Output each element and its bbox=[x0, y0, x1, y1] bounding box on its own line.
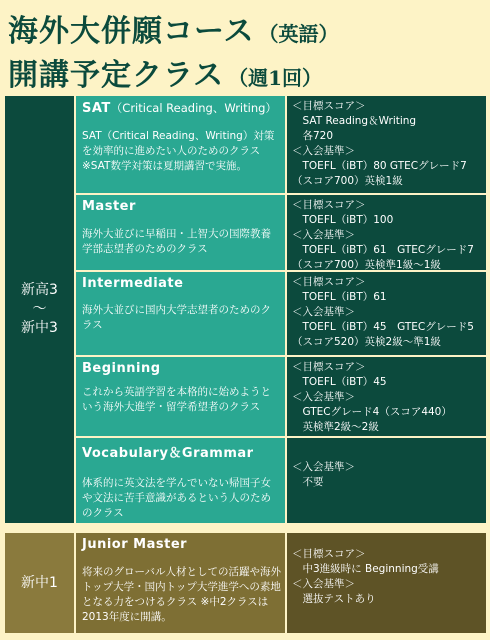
class-cell-master bbox=[76, 195, 285, 270]
grade-label-line: 〜 bbox=[32, 301, 47, 317]
page-subtitle bbox=[8, 50, 322, 94]
page-title-main: 海外大併願コース bbox=[8, 14, 255, 49]
class-description: SAT（Critical Reading、Writing）対策を効率的に進めたい人のためのクラス ※SAT数学対策は夏期講習で実施。 bbox=[82, 130, 275, 172]
class-cell-junior-master bbox=[76, 533, 285, 633]
class-table-upper bbox=[5, 96, 486, 523]
class-name: SAT（Critical Reading、Writing） bbox=[82, 101, 277, 116]
grade-label-line: 新中3 bbox=[21, 320, 58, 336]
grade-label-upper bbox=[5, 96, 74, 523]
class-cell-vocabulary-grammar bbox=[76, 438, 285, 523]
class-description: これから英語学習を本格的に始めようという海外大進学・留学希望者のクラス bbox=[82, 386, 271, 413]
page-subtitle-sub: （週1回） bbox=[228, 66, 323, 90]
class-info-intermediate: ＜目標スコア＞ TOEFL（iBT）61 ＜入会基準＞ TOEFL（iBT）45 GTECグレード5 （スコア520）英検2級〜準1級 bbox=[287, 272, 486, 355]
page-title-sub: （英語） bbox=[258, 22, 339, 46]
class-cell-intermediate bbox=[76, 272, 285, 355]
class-description: 海外大並びに早稲田・上智大の国際教養学部志望者のためのクラス bbox=[82, 228, 271, 255]
grade-label-lower bbox=[5, 533, 74, 633]
grade-label-line: 新中1 bbox=[21, 574, 58, 591]
class-cell-sat bbox=[76, 96, 285, 193]
class-description: 海外大並びに国内大学志望者のためのクラス bbox=[82, 304, 271, 331]
class-info-beginning: ＜目標スコア＞ TOEFL（iBT）45 ＜入会基準＞ GTECグレード4（スコア440） 英検準2級〜2級 bbox=[287, 357, 486, 436]
class-info-sat: ＜目標スコア＞ SAT Reading＆Writing 各720 ＜入会基準＞ TOEFL（iBT）80 GTECグレード7 （スコア700）英検1級 bbox=[287, 96, 486, 193]
class-name: Junior Master bbox=[82, 537, 188, 552]
class-name: Vocabulary＆Grammar bbox=[82, 446, 254, 461]
class-description: 体系的に英文法を学んでいない帰国子女や文法に苦手意識があるという人のためのクラス bbox=[82, 477, 271, 519]
class-table-lower bbox=[5, 533, 486, 633]
class-name: Intermediate bbox=[82, 276, 184, 291]
class-info-junior-master: ＜目標スコア＞ 中3進級時に Beginning受講 ＜入会基準＞ 選抜テストあり bbox=[287, 533, 486, 633]
page-title bbox=[8, 6, 339, 50]
class-name: Master bbox=[82, 199, 136, 214]
class-cell-beginning bbox=[76, 357, 285, 436]
class-info-vocabulary-grammar: ＜入会基準＞ 不要 bbox=[287, 438, 486, 523]
class-description: 将来のグローバル人材としての活躍や海外トップ大学・国内トップ大学進学への素地となる力をつけるクラス ※中2クラスは2013年度に開講。 bbox=[82, 566, 281, 623]
page-subtitle-main: 開講予定クラス bbox=[8, 58, 225, 93]
class-name: Beginning bbox=[82, 361, 161, 376]
grade-label-line: 新高3 bbox=[21, 282, 58, 298]
class-info-master: ＜目標スコア＞ TOEFL（iBT）100 ＜入会基準＞ TOEFL（iBT）61 GTECグレード7 （スコア700）英検準1級〜1級 bbox=[287, 195, 486, 270]
